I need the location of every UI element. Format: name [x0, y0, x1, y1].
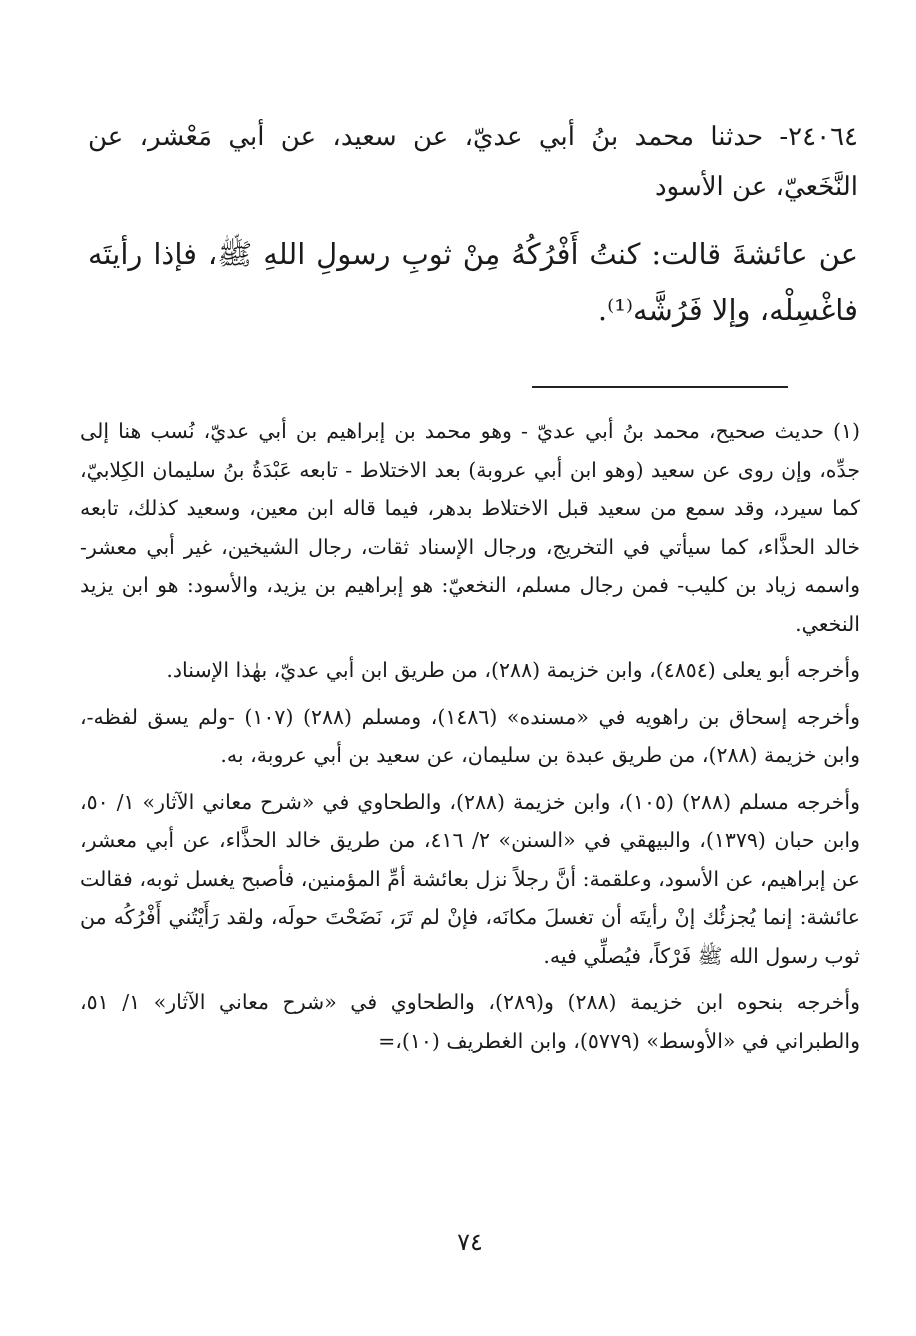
footnote-separator [532, 386, 788, 388]
hadith-matn: عن عائشةَ قالت: كنتُ أَفْرُكُهُ مِنْ ثوبِ رسولِ اللهِ ﷺ، فإذا رأيتَه فاغْسِلْه، وإلا فَرُشَّه⁽¹⁾. [88, 237, 858, 327]
footnote-paragraph: (١) حديث صحيح، محمد بنُ أبي عديّ - وهو محمد بن إبراهيم بن أبي عديّ، نُسب هنا إلى جدِّه، وإن روى عن سعيد (وهو ابن أبي عروبة) بعد الاختلاط - تابعه عَبْدَةُ بنُ سليمان الكِلابيّ، كما سيرد، وقد سمع من سعيد قبل الاختلاط بدهر، فيما قاله ابن معين، وسعيد كذلك، تابعه خالد الحذَّاء، كما سيأتي في التخريج، ورجال الإسناد ثقات، رجال الشيخين، غير أبي معشر- واسمه زياد بن كليب- فمن رجال مسلم، النخعيّ: هو إبراهيم بن يزيد، والأسود: هو ابن يزيد النخعي. [80, 419, 860, 636]
hadith-text [88, 112, 858, 338]
footnotes [80, 412, 860, 1068]
footnote-paragraph: وأخرجه بنحوه ابن خزيمة (٢٨٨) و(٢٨٩)، والطحاوي في «شرح معاني الآثار» ١/ ٥١، والطبراني في «الأوسط» (٥٧٧٩)، وابن الغطريف (١٠)،= [80, 990, 860, 1053]
footnote-paragraph: وأخرجه أبو يعلى (٤٨٥٤)، وابن خزيمة (٢٨٨)، من طريق ابن أبي عديّ، بهٰذا الإسناد. [166, 658, 860, 682]
hadith-isnad: ٢٤٠٦٤- حدثنا محمد بنُ أبي عديّ، عن سعيد، عن أبي مَعْشر، عن النَّخَعيّ، عن الأسود [88, 122, 858, 202]
page-number: ٧٤ [457, 1228, 483, 1256]
footnote-paragraph: وأخرجه إسحاق بن راهويه في «مسنده» (١٤٨٦)، ومسلم (٢٨٨) (١٠٧) -ولم يسق لفظه-، وابن خزيمة (٢٨٨)، من طريق عبدة بن سليمان، عن سعيد بن أبي عروبة، به. [80, 704, 861, 767]
footnote-paragraph: وأخرجه مسلم (٢٨٨) (١٠٥)، وابن خزيمة (٢٨٨)، والطحاوي في «شرح معاني الآثار» ١/ ٥٠، وابن حبان (١٣٧٩)، والبيهقي في «السنن» ٢/ ٤١٦، من طريق خالد الحذَّاء، عن أبي معشر، عن إبراهيم، عن الأسود، وعلقمة: أنَّ رجلاً نزل بعائشة أمِّ المؤمنين، فأصبح يغسل ثوبه، فقالت عائشة: إنما يُجزئُك إنْ رأيتَه أن تغسلَ مكانَه، فإنْ لم تَرَ، نَضَحْتَ حولَه، ولقد رَأَيْتُني أَفْرُكُه من ثوب رسول الله ﷺ فَرْكاً، فيُصلِّي فيه. [80, 789, 860, 968]
